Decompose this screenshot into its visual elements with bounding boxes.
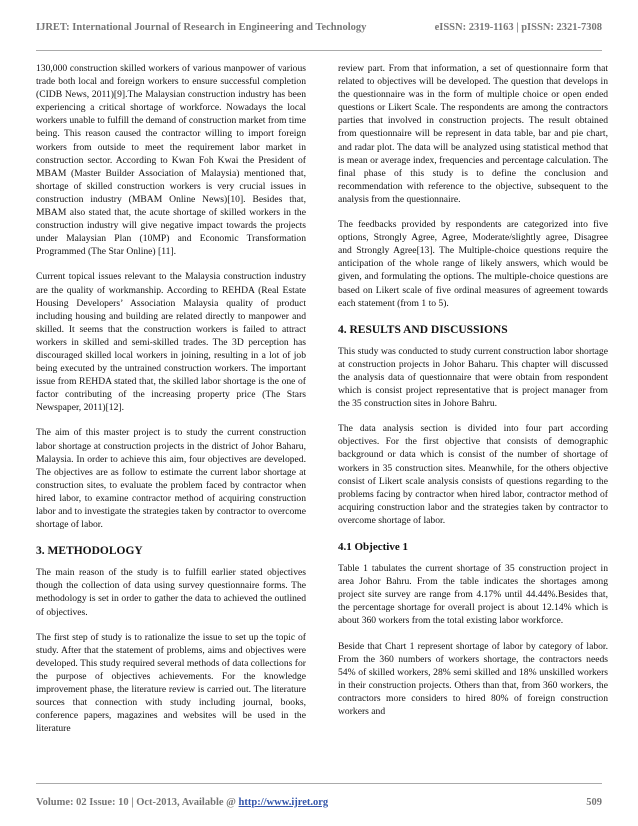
journal-name: IJRET: International Journal of Research in Engineering and Technology: [36, 21, 367, 33]
paragraph: The aim of this master project is to study the current construction labor shortage at construction projects in the district of Johor Baharu, Malaysia. In order to achieve this aim, four objectives are developed. The objectives are as follow to estimate the current labor shortage at construction sites, to evaluate the problem faced by contractor when hired labor, to examine contractor method of acquiring construction labor and to investigate the strategies taken by contractor to overcome shortage of labor.: [36, 427, 306, 531]
left-column: [36, 62, 306, 747]
paragraph: 130,000 construction skilled workers of various manpower of various trade both local and foreign workers to ensure successful completion (CIDB News, 2011)[9].The Malaysian construction industry has been experiencing a critical shortage of workforce. Nowadays the local workers unable to fulfill the demand of construction market from time being. This reason caused the contractor willing to import foreign workers from outside to meet the requirement labor market in construction sector. According to Kwan Foh Kwai the President of MBAM (Master Builder Association of Malaysia) mentioned that, shortage of skilled construction workers is very crucial issues in construction industry (MBAM Online News)[10]. Besides that, MBAM also stated that, the acute shortage of skilled workers in the construction industry will give negative impact towards the projects under Malaysian Plan (10MP) and Economic Transformation Programmed (The Star Online) [11].: [36, 63, 306, 258]
issn-info: eISSN: 2319-1163 | pISSN: 2321-7308: [434, 21, 602, 33]
paragraph: The feedbacks provided by respondents are categorized into five options, Strongly Agree, Agree, Moderate/slightly agree, Disagree and Strongly Agree[13]. The Multiple-choice questions require the anticipation of the whole range of likely answers, which would be given, and formulating the options. The multiple-choice questions are based on Likert scale of five ordinal measures of agreement towards each statement (from 1 to 5).: [338, 219, 608, 309]
right-column: [338, 62, 608, 730]
paragraph: The first step of study is to rationalize the issue to set up the topic of study. After that the statement of problems, aims and objectives were developed. This study required several methods of data collections for the purpose of objectives achievements. For the knowledge improvement phase, the literature review is carried out. The literature sources that connection with study including journal, books, conference papers, magazines and websites will be used in the literature: [36, 631, 306, 735]
journal-link[interactable]: http://www.ijret.org: [238, 796, 329, 808]
subsection-heading-objective-1: 4.1 Objective 1: [338, 541, 408, 553]
running-footer: [36, 790, 602, 814]
paragraph: The main reason of the study is to fulfill earlier stated objectives though the collection of data using survey questionnaire forms. The methodology is set in order to gather the data to achieved the outlined of objectives.: [36, 567, 306, 618]
paragraph: The data analysis section is divided into four part according objectives. For the first objective that consists of demographic background or data which is consist of the number of shortage of workers in 35 construction sites. Meanwhile, for the others objective consist of Likert scale analysis consists of questions regarding to the problems facing by contractor when hired labor, contractor method of acquiring construction labor and the strategies taken by contractor to overcome shortage of labor.: [338, 423, 608, 526]
paragraph: Beside that Chart 1 represent shortage of labor by category of labor. From the 360 numbers of workers shortage, the contractors needs 54% of skilled workers, 28% semi skilled and 18% unskilled workers in their construction projects. Others than that, from 360 workers, the contractors more considers to hired 80% of foreign construction workers and: [338, 640, 608, 718]
paragraph: review part. From that information, a set of questionnaire form that related to objectives will be developed. The question that develops in the questionnaire was in the form of multiple choice or open ended questions or Likert Scale. The respondents are among the contractors parties that involved in construction projects. The result obtained from questionnaire will be represent in data table, bar and pie chart, and radar plot. The data will be analyzed using statistical method that is mean or average index, frequencies and percentage calculation. The final phase of this study is to define the conclusion and recommendation with reference to the objective, subsequent to the analysis from the questionnaire.: [338, 63, 608, 205]
paragraph: Current topical issues relevant to the Malaysia construction industry are the quality of workmanship. According to REHDA (Real Estate Housing Developers’ Association Malaysia quality of product including housing and building are related directly to manpower and skilled. It seems that the construction workers is failed to attract workers in skilled and semi-skilled trades. The 3D perception has discouraged skilled local workers in joining, resulting in a lot of job being executed by the untrained construction workers. The important issue from REHDA stated that, the skilled labor shortage is the one of factor contributing of the increasing property price (The Stars Newspaper, 2011)[12].: [36, 271, 306, 414]
running-header: [36, 12, 602, 42]
header-divider: [36, 50, 602, 51]
footer-divider: [36, 783, 602, 784]
paragraph: This study was conducted to study current construction labor shortage at construction projects in Johor Baharu. This chapter will discussed the analysis data of questionnaire that were obtain from respondent which is consist project representative that is project manager from the 35 construction sites in Johore Bahru.: [338, 345, 608, 410]
volume-info: Volume: 02 Issue: 10 | Oct-2013, Available @ http://www.ijret.org: [36, 796, 329, 808]
page-number: 509: [586, 796, 602, 808]
section-heading-methodology: 3. METHODOLOGY: [36, 545, 143, 558]
paragraph: Table 1 tabulates the current shortage of 35 construction project in area Johor Bahru. From the table indicates the shortages among project site survey are range from 4.17% until 44.44%.Besides that, the percentage shortage for overall project is about 12.14% which is about 360 workers from the total existing labor workforce.: [338, 563, 608, 627]
section-heading-results: 4. RESULTS AND DISCUSSIONS: [338, 323, 508, 336]
